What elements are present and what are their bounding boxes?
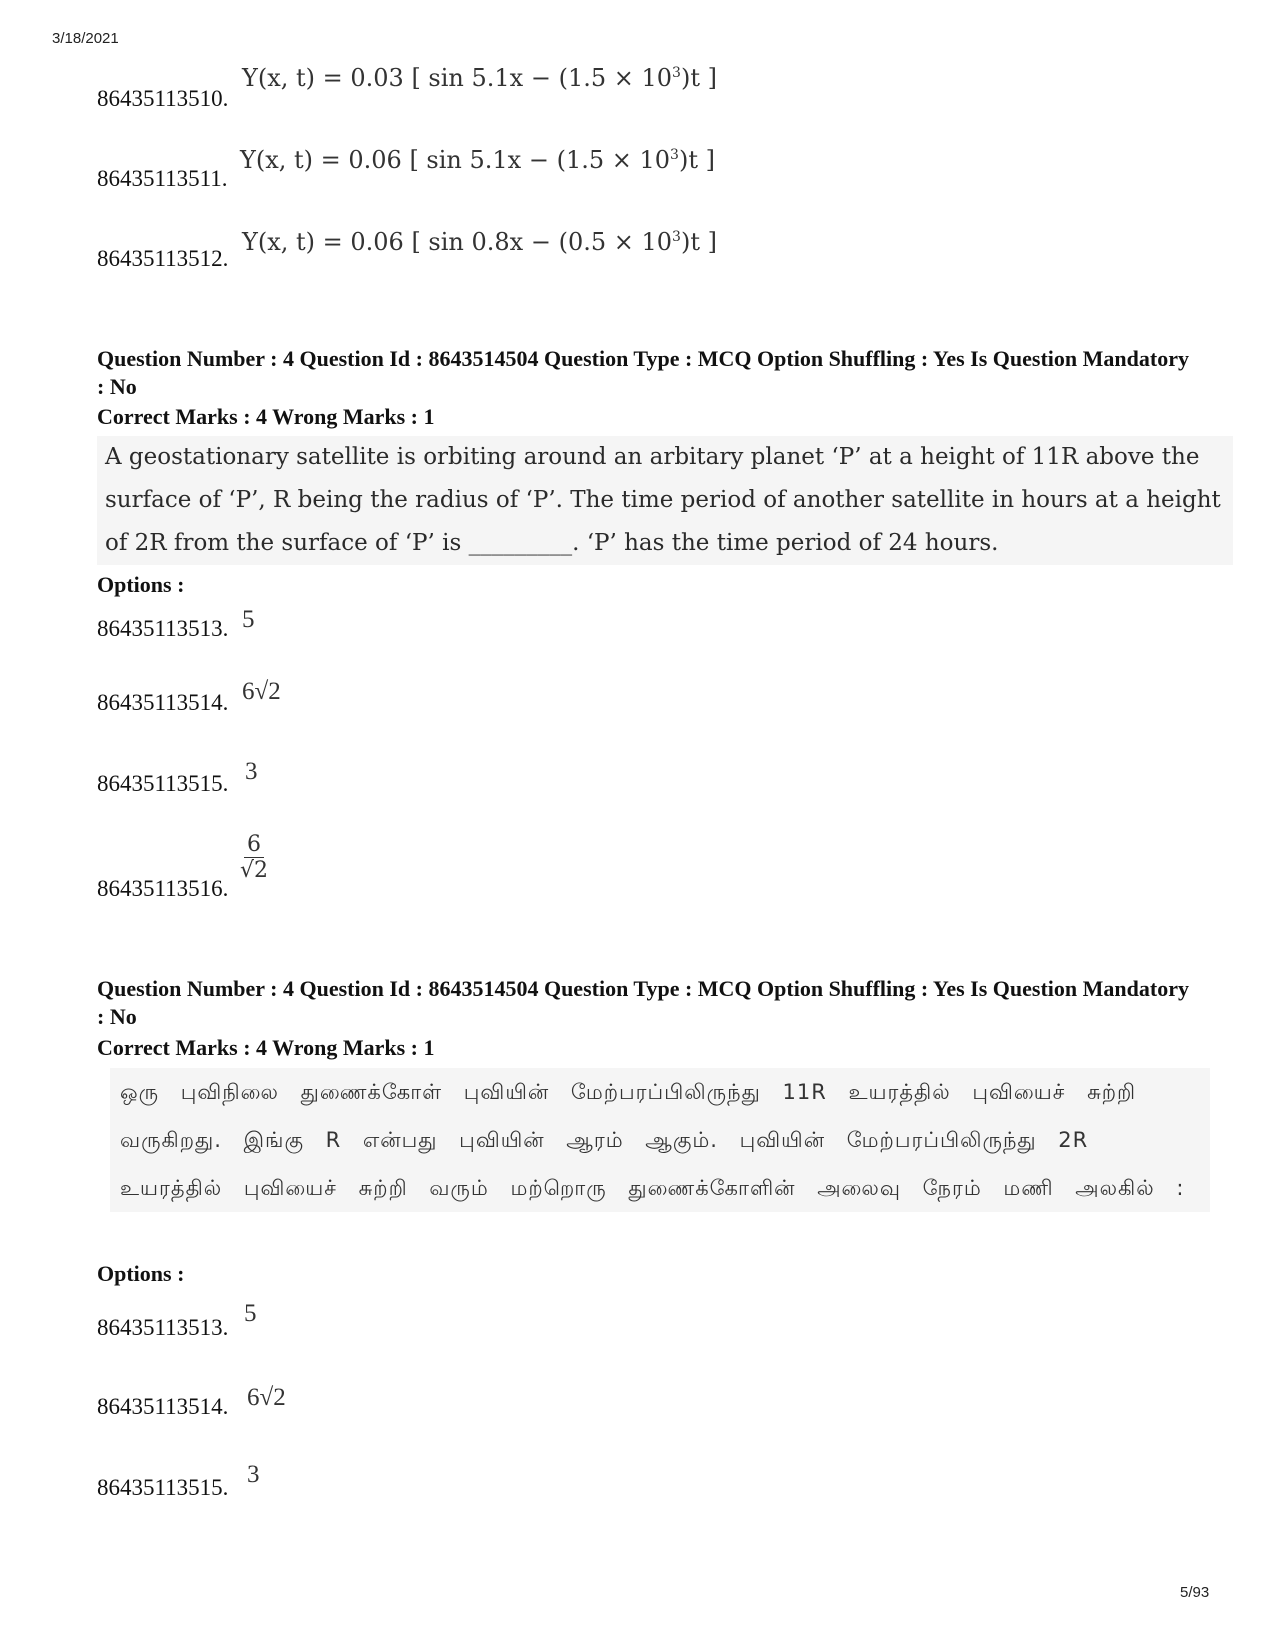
option-formula: Y(x, t) = 0.03 [ $\sin 5.1x - (1.5 \times 10^3)t$ ] xyxy=(242,64,717,92)
options-label: Options : xyxy=(97,1261,185,1286)
option-value: 3 xyxy=(245,758,258,785)
option-id: 86435113513. xyxy=(97,616,229,641)
question-stem: ஒரு புவிநிலை துணைக்கோள் புவியின் மேற்பரப்பிலிருந்து 11R உயரத்தில் புவியைச் சுற்றி வருகிறது. இங்கு R என்பது புவியின் ஆரம் ஆகும். புவியின் மேற்பரப்பிலிருந்து 2R உயரத்தில் புவியைச் சுற்றி வரும் மற்றொரு துணைக்கோளின் அலைவு நேரம் மணி அலகில் : xyxy=(110,1068,1210,1212)
option-id: 86435113515. xyxy=(97,771,229,796)
option-id: 86435113515. xyxy=(97,1475,229,1500)
fraction-denominator: √2 xyxy=(240,858,269,883)
print-date: 3/18/2021 xyxy=(52,30,119,47)
option-id: 86435113512. xyxy=(97,246,229,271)
fraction-numerator: 6 xyxy=(244,832,264,858)
option-value: 5 xyxy=(244,1300,257,1327)
option-formula: Y(x, t) = 0.06 [ $\sin 5.1x - (1.5 \times 10^3)t$ ] xyxy=(240,146,715,174)
question-header: Question Number : 4 Question Id : 8643514504 Question Type : MCQ Option Shuffling : Yes Is Question Mandatory : No xyxy=(97,976,1189,1029)
option-id: 86435113513. xyxy=(97,1315,229,1340)
question-marks: Correct Marks : 4 Wrong Marks : 1 xyxy=(97,404,435,429)
options-label: Options : xyxy=(97,572,185,597)
question-marks: Correct Marks : 4 Wrong Marks : 1 xyxy=(97,1035,435,1060)
option-id: 86435113514. xyxy=(97,690,229,715)
option-formula: Y(x, t) = 0.06 [ $\sin 0.8x - (0.5 \times 10^3)t$ ] xyxy=(242,228,717,256)
option-id: 86435113514. xyxy=(97,1394,229,1419)
option-value: 3 xyxy=(247,1461,260,1488)
option-value: 6√2 xyxy=(247,1384,286,1411)
page-number: 5/93 xyxy=(1180,1584,1210,1601)
option-value: 6√2 xyxy=(242,678,281,705)
option-id: 86435113516. xyxy=(97,876,229,901)
option-id: 86435113510. xyxy=(97,86,229,111)
option-id: 86435113511. xyxy=(97,166,228,191)
question-stem: A geostationary satellite is orbiting around an arbitary planet ‘P’ at a height of 11R above the surface of ‘P’, R being the radius of ‘P’. The time period of another satellite in hours at a height of 2R from the surface of ‘P’ is _________. ‘P’ has the time period of 24 hours. xyxy=(97,436,1233,565)
option-fraction xyxy=(240,832,268,883)
question-header: Question Number : 4 Question Id : 8643514504 Question Type : MCQ Option Shuffling : Yes Is Question Mandatory : No xyxy=(97,346,1189,399)
option-value: 5 xyxy=(242,606,255,633)
